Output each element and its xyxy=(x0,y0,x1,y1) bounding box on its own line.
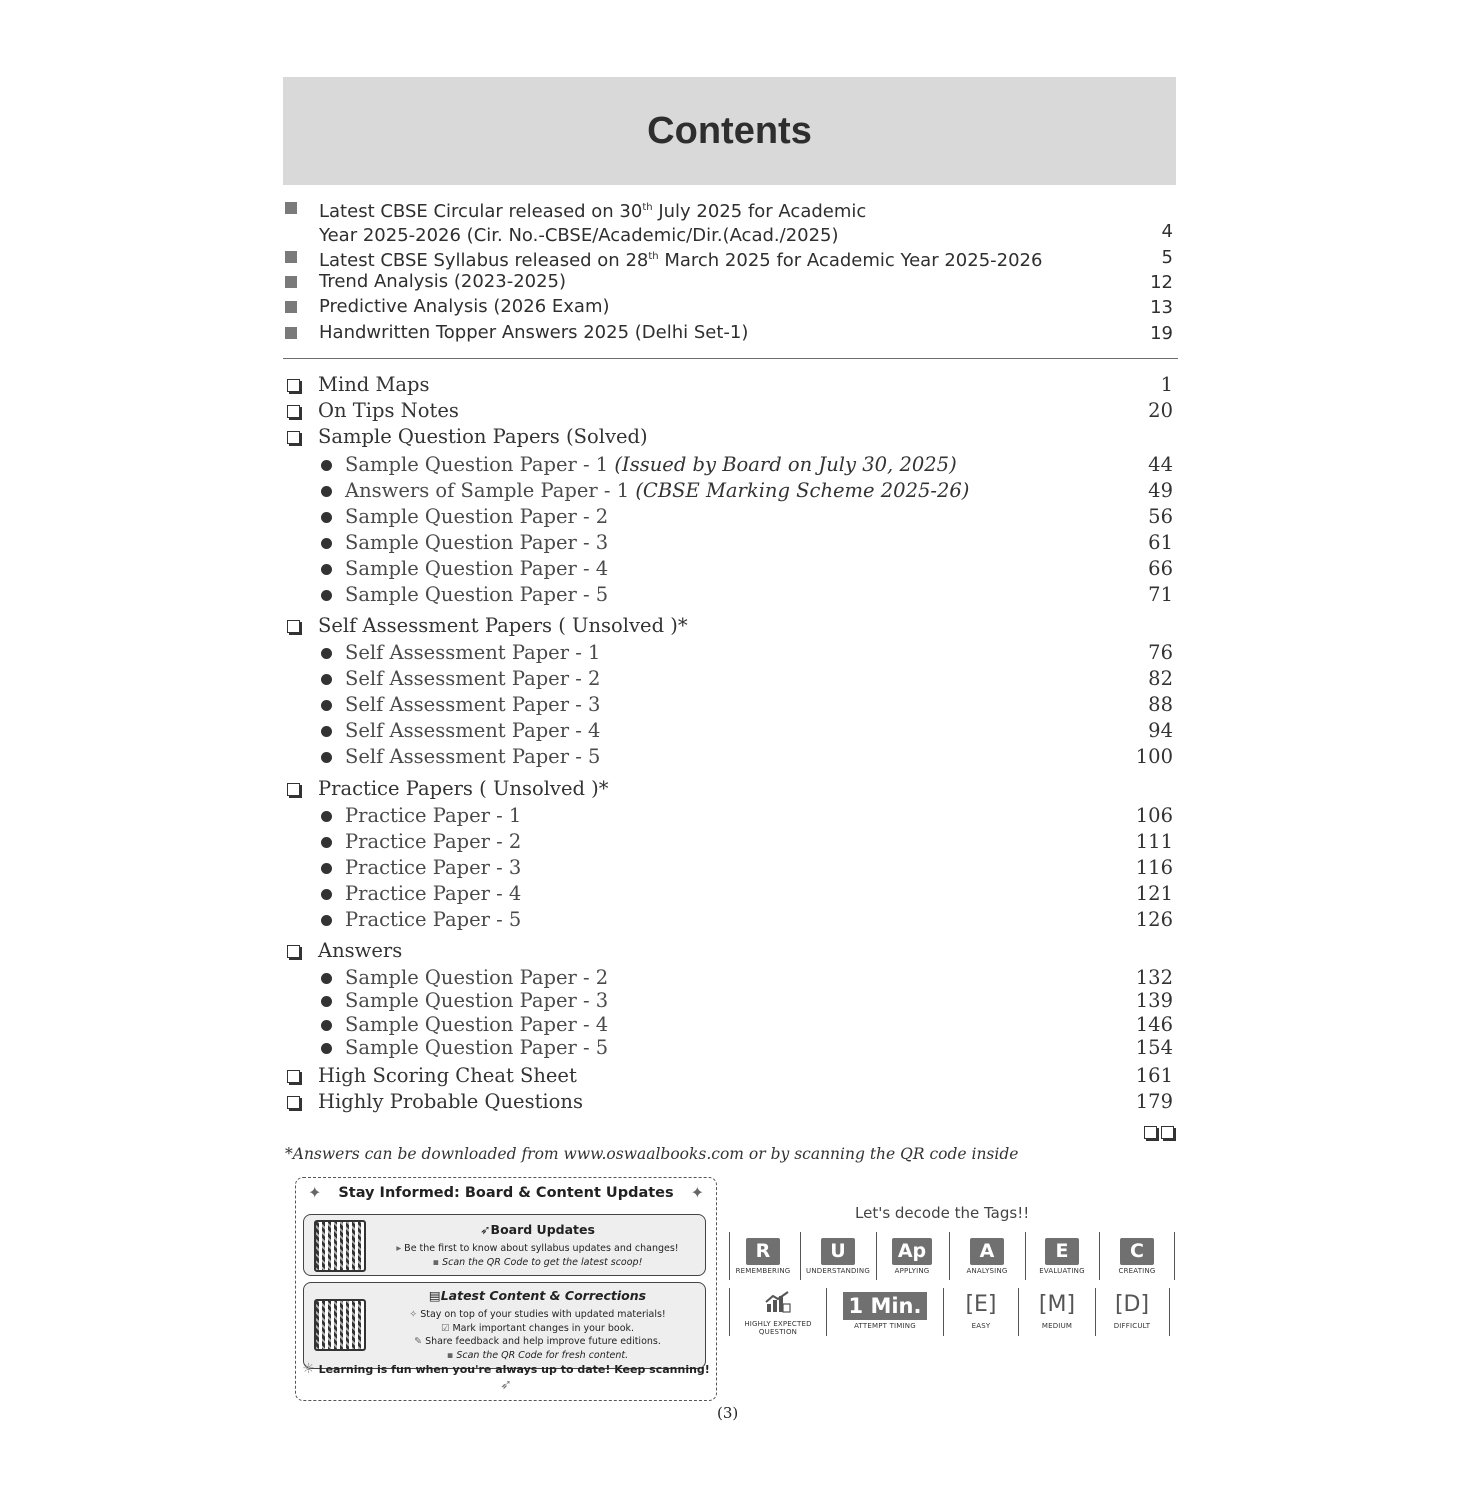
entry-label: Sample Question Paper - 2 xyxy=(345,966,609,989)
item-text: Latest CBSE Syllabus released on 28 xyxy=(319,250,649,271)
item-text: July 2025 for Academic xyxy=(652,201,867,222)
entry-label: Practice Paper - 3 xyxy=(345,856,522,879)
footnote: *Answers can be downloaded from www.oswaalbooks.com or by scanning the QR code inside xyxy=(285,1145,1019,1163)
entry-label: Mind Maps xyxy=(318,373,430,396)
page-number: 121 xyxy=(1135,882,1173,905)
top-item-circular xyxy=(283,196,1173,244)
page-number: 82 xyxy=(1148,667,1173,690)
tag-easy xyxy=(946,1290,1016,1330)
tag-caption: EASY xyxy=(971,1322,991,1330)
entry-sqp-4 xyxy=(283,556,1173,582)
page-number: 116 xyxy=(1135,856,1173,879)
round-bullet-icon xyxy=(321,915,332,926)
page-number: 12 xyxy=(1150,272,1173,293)
entry-pp-3 xyxy=(283,855,1173,881)
tag-separator xyxy=(1095,1288,1096,1336)
top-list xyxy=(283,196,1173,346)
entry-label: Sample Question Paper - 4 xyxy=(345,1013,609,1036)
entry-label: Self Assessment Paper - 5 xyxy=(345,745,601,768)
round-bullet-icon xyxy=(321,726,332,737)
latest-content-panel xyxy=(303,1282,706,1369)
page-number: 94 xyxy=(1148,719,1173,742)
round-bullet-icon xyxy=(321,700,332,711)
tag-separator xyxy=(826,1288,827,1336)
checkbox-bullet-icon xyxy=(287,431,300,444)
entry-label: Sample Question Paper - 3 xyxy=(345,531,609,554)
rocket-icon: ➶ xyxy=(480,1222,491,1237)
entry-label: Sample Question Paper - 5 xyxy=(345,583,609,606)
entry-label: Sample Question Papers (Solved) xyxy=(318,425,648,448)
top-item-predictive xyxy=(283,295,1173,320)
round-bullet-icon xyxy=(321,752,332,763)
page-number: 179 xyxy=(1135,1090,1173,1113)
tag-caption: UNDERSTANDING xyxy=(806,1267,870,1275)
tag-remembering xyxy=(730,1238,796,1275)
tag-code: [D] xyxy=(1114,1292,1150,1317)
latest-content-line: ☑ Mark important changes in your book. xyxy=(440,1323,635,1334)
end-mark-icon xyxy=(1144,1124,1178,1143)
tag-caption: HIGHLY EXPECTED QUESTION xyxy=(744,1320,812,1336)
latest-content-line: ▪ Scan the QR Code for fresh content. xyxy=(446,1350,629,1361)
round-bullet-icon xyxy=(321,538,332,549)
sparkle-icon: ✧ xyxy=(409,1309,418,1320)
square-bullet-icon xyxy=(285,327,297,339)
tag-code: Ap xyxy=(892,1238,932,1265)
entry-label: Practice Paper - 4 xyxy=(345,882,522,905)
entry-answers-heading xyxy=(283,938,1173,964)
rocket-icon: ➶ xyxy=(500,1377,512,1393)
party-popper-icon: ✦ xyxy=(308,1183,322,1202)
party-popper-icon: ✦ xyxy=(690,1183,704,1202)
entry-sap-3 xyxy=(283,692,1173,718)
tag-evaluating xyxy=(1027,1238,1097,1275)
page-number: 132 xyxy=(1135,966,1173,989)
page-number: 126 xyxy=(1135,908,1173,931)
superscript: th xyxy=(642,202,653,213)
page-number: 111 xyxy=(1135,830,1173,853)
page-number: 71 xyxy=(1148,583,1173,606)
item-text: Predictive Analysis (2026 Exam) xyxy=(319,296,610,317)
entry-probable xyxy=(283,1089,1173,1115)
entry-sqp-1 xyxy=(283,452,1173,478)
round-bullet-icon xyxy=(321,837,332,848)
tag-code: A xyxy=(970,1238,1004,1265)
square-bullet-icon xyxy=(285,251,297,263)
entry-label: High Scoring Cheat Sheet xyxy=(318,1064,577,1087)
round-bullet-icon xyxy=(321,1043,332,1054)
page-number-footer: (3) xyxy=(717,1404,739,1422)
page-number: 56 xyxy=(1148,505,1173,528)
entry-label: Self Assessment Paper - 2 xyxy=(345,667,601,690)
entry-label: Sample Question Paper - 4 xyxy=(345,557,609,580)
entry-sqp-5 xyxy=(283,582,1173,608)
entry-label: Practice Paper - 2 xyxy=(345,830,522,853)
board-updates-heading: ➶Board Updates xyxy=(480,1222,595,1237)
tag-separator xyxy=(949,1232,950,1280)
tag-difficult xyxy=(1097,1290,1167,1330)
page-number: 4 xyxy=(1161,221,1173,242)
entry-pp-heading xyxy=(283,776,1173,802)
phone-icon: ▪ xyxy=(432,1257,440,1268)
info-box-footer: ☼ Learning is fun when you're always up to date! Keep scanning! ➶ xyxy=(302,1361,710,1393)
entry-sqp-3 xyxy=(283,530,1173,556)
page-number: 1 xyxy=(1160,373,1173,396)
qr-code-icon[interactable] xyxy=(314,1220,366,1272)
round-bullet-icon xyxy=(321,564,332,575)
item-text-line2: Year 2025-2026 (Cir. No.-CBSE/Academic/Dir.(Acad./2025) xyxy=(319,225,839,246)
books-icon: ▤ xyxy=(428,1288,441,1303)
entry-pp-5 xyxy=(283,907,1173,933)
page-number: 5 xyxy=(1161,247,1173,268)
phone-icon: ▪ xyxy=(446,1350,454,1361)
stay-informed-box xyxy=(295,1177,717,1401)
entry-cheat-sheet xyxy=(283,1063,1173,1089)
round-bullet-icon xyxy=(321,811,332,822)
square-bullet-icon xyxy=(285,202,297,214)
page-number: 44 xyxy=(1148,453,1173,476)
page-number: 13 xyxy=(1150,297,1173,318)
tag-separator xyxy=(943,1288,944,1336)
tag-separator xyxy=(1018,1288,1019,1336)
round-bullet-icon xyxy=(321,889,332,900)
page-number: 76 xyxy=(1148,641,1173,664)
tag-creating xyxy=(1101,1238,1173,1275)
entry-label: Answers of Sample Paper - 1 (CBSE Marking Scheme 2025-26) xyxy=(345,479,970,502)
board-updates-line: ▸ Be the first to know about syllabus updates and changes! xyxy=(396,1243,679,1254)
lightbulb-icon: ☼ xyxy=(302,1361,315,1377)
tag-caption: APPLYING xyxy=(894,1267,930,1275)
page-number: 66 xyxy=(1148,557,1173,580)
tag-caption: MEDIUM xyxy=(1041,1322,1073,1330)
tag-caption: DIFFICULT xyxy=(1113,1322,1151,1330)
tag-caption: CREATING xyxy=(1118,1267,1156,1275)
item-text: March 2025 for Academic Year 2025-2026 xyxy=(658,250,1043,271)
tags-title: Let's decode the Tags!! xyxy=(855,1204,1030,1222)
latest-content-line: ✎ Share feedback and help improve future editions. xyxy=(414,1336,661,1347)
check-icon: ☑ xyxy=(440,1323,450,1334)
entry-sap-5 xyxy=(283,744,1173,770)
round-bullet-icon xyxy=(321,973,332,984)
entry-label: Sample Question Paper - 5 xyxy=(345,1036,609,1059)
round-bullet-icon xyxy=(321,512,332,523)
entry-label: Self Assessment Papers ( Unsolved )* xyxy=(318,614,688,637)
checkbox-bullet-icon xyxy=(287,405,300,418)
entry-answers-sqp-3 xyxy=(283,988,1173,1014)
tag-code: [M] xyxy=(1038,1292,1076,1317)
top-item-syllabus xyxy=(283,245,1173,270)
entry-sap-2 xyxy=(283,666,1173,692)
entry-sap-heading xyxy=(283,613,1173,639)
checkbox-bullet-icon xyxy=(287,1070,300,1083)
checkbox-bullet-icon xyxy=(287,1096,300,1109)
round-bullet-icon xyxy=(321,674,332,685)
page-number: 161 xyxy=(1135,1064,1173,1087)
page-number: 139 xyxy=(1135,989,1173,1012)
entry-label: Practice Paper - 5 xyxy=(345,908,522,931)
page-number: 154 xyxy=(1135,1036,1173,1059)
round-bullet-icon xyxy=(321,460,332,471)
entry-pp-2 xyxy=(283,829,1173,855)
tag-separator xyxy=(1169,1288,1170,1336)
page-number: 20 xyxy=(1148,399,1173,422)
round-bullet-icon xyxy=(321,648,332,659)
entry-pp-1 xyxy=(283,803,1173,829)
tag-separator xyxy=(1025,1232,1026,1280)
divider xyxy=(283,358,1178,359)
tag-code: U xyxy=(821,1238,855,1265)
tag-attempt-timing xyxy=(832,1292,938,1330)
tag-caption: EVALUATING xyxy=(1039,1267,1085,1275)
tag-caption: REMEMBERING xyxy=(735,1267,791,1275)
item-text: Latest CBSE Circular released on 30 xyxy=(319,201,643,222)
tag-caption: ANALYSING xyxy=(966,1267,1008,1275)
page-number: 49 xyxy=(1148,479,1173,502)
tag-code: C xyxy=(1120,1238,1154,1265)
pencil-icon: ✎ xyxy=(414,1336,423,1347)
entry-sqp-2 xyxy=(283,504,1173,530)
entry-sqp-heading xyxy=(283,424,1173,450)
checkbox-bullet-icon xyxy=(287,379,300,392)
tag-separator xyxy=(800,1232,801,1280)
qr-code-icon[interactable] xyxy=(314,1299,366,1351)
square-bullet-icon xyxy=(285,276,297,288)
tag-code: 1 Min. xyxy=(843,1292,928,1320)
entry-label: Sample Question Paper - 2 xyxy=(345,505,609,528)
square-bullet-icon xyxy=(285,301,297,313)
tag-separator xyxy=(1099,1232,1100,1280)
entry-sap-4 xyxy=(283,718,1173,744)
tag-code: [E] xyxy=(965,1292,997,1317)
page-number: 19 xyxy=(1150,323,1173,344)
round-bullet-icon xyxy=(321,863,332,874)
top-item-trend xyxy=(283,270,1173,295)
entry-label: Sample Question Paper - 3 xyxy=(345,989,609,1012)
entry-sap-1 xyxy=(283,640,1173,666)
top-item-topper xyxy=(283,321,1173,346)
bar-chart-icon xyxy=(764,1290,792,1314)
tag-understanding xyxy=(802,1238,874,1275)
entry-label: Answers xyxy=(318,939,403,962)
tag-separator xyxy=(1174,1232,1175,1280)
page-title: Contents xyxy=(647,109,812,152)
board-updates-panel xyxy=(303,1214,706,1276)
latest-content-line: ✧ Stay on top of your studies with updated materials! xyxy=(409,1309,666,1320)
tag-analysing xyxy=(951,1238,1023,1275)
entry-label: Self Assessment Paper - 3 xyxy=(345,693,601,716)
checkbox-bullet-icon xyxy=(287,783,300,796)
page-number: 61 xyxy=(1148,531,1173,554)
megaphone-icon: ▸ xyxy=(396,1243,402,1254)
page-number: 106 xyxy=(1135,804,1173,827)
entry-label: On Tips Notes xyxy=(318,399,459,422)
entry-label: Self Assessment Paper - 1 xyxy=(345,641,601,664)
round-bullet-icon xyxy=(321,486,332,497)
page-number: 146 xyxy=(1135,1013,1173,1036)
entry-label: Sample Question Paper - 1 (Issued by Board on July 30, 2025) xyxy=(345,453,957,476)
superscript: th xyxy=(648,251,659,262)
entry-mind-maps xyxy=(283,372,1173,398)
entry-pp-4 xyxy=(283,881,1173,907)
tag-separator xyxy=(876,1232,877,1280)
entry-label: Practice Paper - 1 xyxy=(345,804,522,827)
tag-medium xyxy=(1021,1290,1093,1330)
tag-applying xyxy=(878,1238,946,1275)
entry-answers-sqp-5 xyxy=(283,1035,1173,1061)
entry-sqp-1-answers xyxy=(283,478,1173,504)
entry-label: Highly Probable Questions xyxy=(318,1090,583,1113)
tag-highly-expected xyxy=(735,1290,821,1336)
entry-tips-notes xyxy=(283,398,1173,424)
entry-label: Practice Papers ( Unsolved )* xyxy=(318,777,609,800)
item-text: Handwritten Topper Answers 2025 (Delhi Set-1) xyxy=(319,322,749,343)
entry-label: Self Assessment Paper - 4 xyxy=(345,719,601,742)
latest-content-heading: ▤Latest Content & Corrections xyxy=(428,1288,647,1303)
page-number: 88 xyxy=(1148,693,1173,716)
tag-code: E xyxy=(1045,1238,1079,1265)
checkbox-bullet-icon xyxy=(287,620,300,633)
round-bullet-icon xyxy=(321,590,332,601)
page-number: 100 xyxy=(1135,745,1173,768)
contents-header xyxy=(283,77,1176,185)
round-bullet-icon xyxy=(321,996,332,1007)
info-box-title: ✦ Stay Informed: Board & Content Updates ✦ xyxy=(308,1183,704,1202)
checkbox-bullet-icon xyxy=(287,945,300,958)
round-bullet-icon xyxy=(321,1020,332,1031)
tag-separator xyxy=(729,1288,730,1336)
item-text: Trend Analysis (2023-2025) xyxy=(319,271,567,292)
tag-caption: ATTEMPT TIMING xyxy=(854,1322,916,1330)
board-updates-line: ▪ Scan the QR Code to get the latest scoop! xyxy=(432,1257,643,1268)
tag-code: R xyxy=(746,1238,780,1265)
